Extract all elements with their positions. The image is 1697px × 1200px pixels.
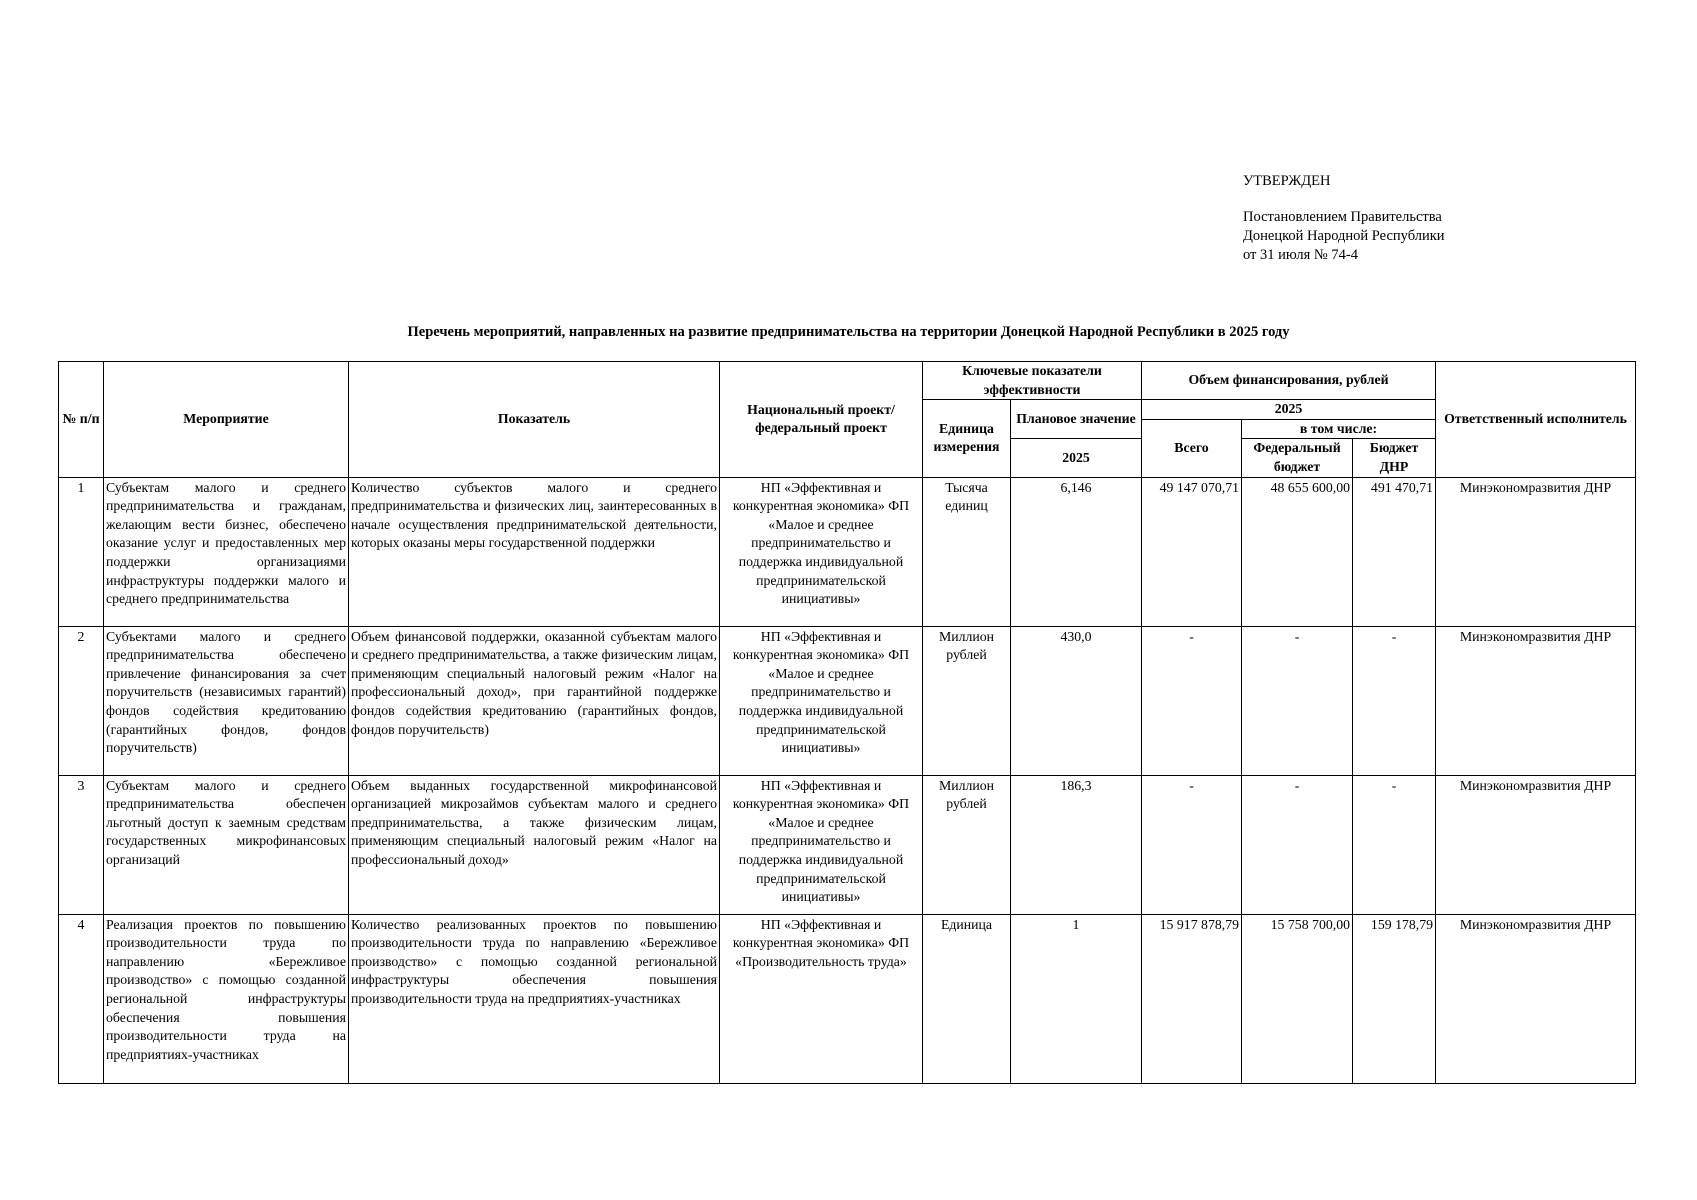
header-dnr-budget: Бюджет ДНР [1353,439,1436,477]
row-total: - [1142,775,1242,914]
row-dnr: 491 470,71 [1353,477,1436,626]
row-total: 49 147 070,71 [1142,477,1242,626]
header-number: № п/п [59,362,104,478]
header-including: в том числе: [1242,419,1436,439]
row-federal: 15 758 700,00 [1242,914,1353,1083]
measures-table [58,361,1636,1084]
row-dnr: - [1353,775,1436,914]
row-federal: - [1242,626,1353,775]
row-executor: Минэкономразвития ДНР [1436,914,1636,1083]
row-indicator: Количество субъектов малого и среднего предпринимательства и физических лиц, заинтересованных в начале осуществления предпринимательской деятельности, которых оказаны меры государственной поддержки [349,477,720,626]
header-funding-year: 2025 [1142,400,1436,420]
row-number: 3 [59,775,104,914]
header-unit: Единица измерения [923,400,1011,477]
row-unit: Миллион рублей [923,775,1011,914]
approval-block [1243,172,1445,265]
row-event: Реализация проектов по повышению производительности труда по направлению «Бережливое производство» с помощью созданной региональной инфраструктуры обеспечения повышения производительности труда на предприятиях-участниках [104,914,349,1083]
header-planned-year: 2025 [1011,439,1142,477]
document-title: Перечень мероприятий, направленных на развитие предпринимательства на территории Донецкой Народной Республики в 2025 году [407,324,1290,340]
approval-line-3: от 31 июля № 74-4 [1243,247,1358,263]
row-executor: Минэкономразвития ДНР [1436,775,1636,914]
header-indicator: Показатель [349,362,720,478]
approval-line-1: Постановлением Правительства [1243,209,1442,225]
row-number: 1 [59,477,104,626]
row-executor: Минэкономразвития ДНР [1436,477,1636,626]
row-project: НП «Эффективная и конкурентная экономика» ФП «Производительность труда» [720,914,923,1083]
row-total: 15 917 878,79 [1142,914,1242,1083]
row-federal: 48 655 600,00 [1242,477,1353,626]
row-total: - [1142,626,1242,775]
row-event: Субъектами малого и среднего предпринимательства обеспечено привлечение финансирования за счет поручительств (независимых гарантий) фондов содействия кредитованию (гарантийных фондов, фондов поручительств) [104,626,349,775]
header-project: Национальный проект/ федеральный проект [720,362,923,478]
row-dnr: - [1353,626,1436,775]
table-row [59,775,1636,914]
header-executor: Ответственный исполнитель [1436,362,1636,478]
header-event: Мероприятие [104,362,349,478]
row-number: 2 [59,626,104,775]
header-kpi: Ключевые показатели эффективности [923,362,1142,400]
row-project: НП «Эффективная и конкурентная экономика» ФП «Малое и среднее предпринимательство и поддержка индивидуальной предпринимательской инициативы» [720,477,923,626]
row-number: 4 [59,914,104,1083]
row-project: НП «Эффективная и конкурентная экономика» ФП «Малое и среднее предпринимательство и поддержка индивидуальной предпринимательской инициативы» [720,626,923,775]
row-event: Субъектам малого и среднего предпринимательства и гражданам, желающим вести бизнес, обеспечено оказание услуг и предоставленных мер поддержки организациями инфраструктуры поддержки малого и среднего предпринимательства [104,477,349,626]
table-row [59,626,1636,775]
table-row [59,914,1636,1083]
row-planned: 1 [1011,914,1142,1083]
row-event: Субъектам малого и среднего предпринимательства обеспечен льготный доступ к заемным средствам государственных микрофинансовых организаций [104,775,349,914]
row-unit: Единица [923,914,1011,1083]
header-planned: Плановое значение [1011,400,1142,439]
row-planned: 430,0 [1011,626,1142,775]
row-federal: - [1242,775,1353,914]
approval-line-2: Донецкой Народной Республики [1243,228,1445,244]
header-total: Всего [1142,419,1242,477]
header-federal: Федеральный бюджет [1242,439,1353,477]
header-funding: Объем финансирования, рублей [1142,362,1436,400]
row-indicator: Объем выданных государственной микрофинансовой организацией микрозаймов субъектам малого и среднего предпринимательства, а также физическим лицам, применяющим специальный налоговый режим «Налог на профессиональный доход» [349,775,720,914]
row-planned: 6,146 [1011,477,1142,626]
table-row [59,477,1636,626]
row-executor: Минэкономразвития ДНР [1436,626,1636,775]
row-unit: Миллион рублей [923,626,1011,775]
row-indicator: Количество реализованных проектов по повышению производительности труда по направлению «Бережливое производство» с помощью созданной региональной инфраструктуры обеспечения повышения производительности труда на предприятиях-участниках [349,914,720,1083]
row-indicator: Объем финансовой поддержки, оказанной субъектам малого и среднего предпринимательства, а также физическим лицам, применяющим специальный налоговый режим «Налог на профессиональный доход», при гарантийной поддержке фондов содействия кредитованию (гарантийных фондов, фондов поручительств) [349,626,720,775]
row-project: НП «Эффективная и конкурентная экономика» ФП «Малое и среднее предпринимательство и поддержка индивидуальной предпринимательской инициативы» [720,775,923,914]
approval-stamp: УТВЕРЖДЕН [1243,173,1331,189]
row-unit: Тысяча единиц [923,477,1011,626]
row-dnr: 159 178,79 [1353,914,1436,1083]
row-planned: 186,3 [1011,775,1142,914]
